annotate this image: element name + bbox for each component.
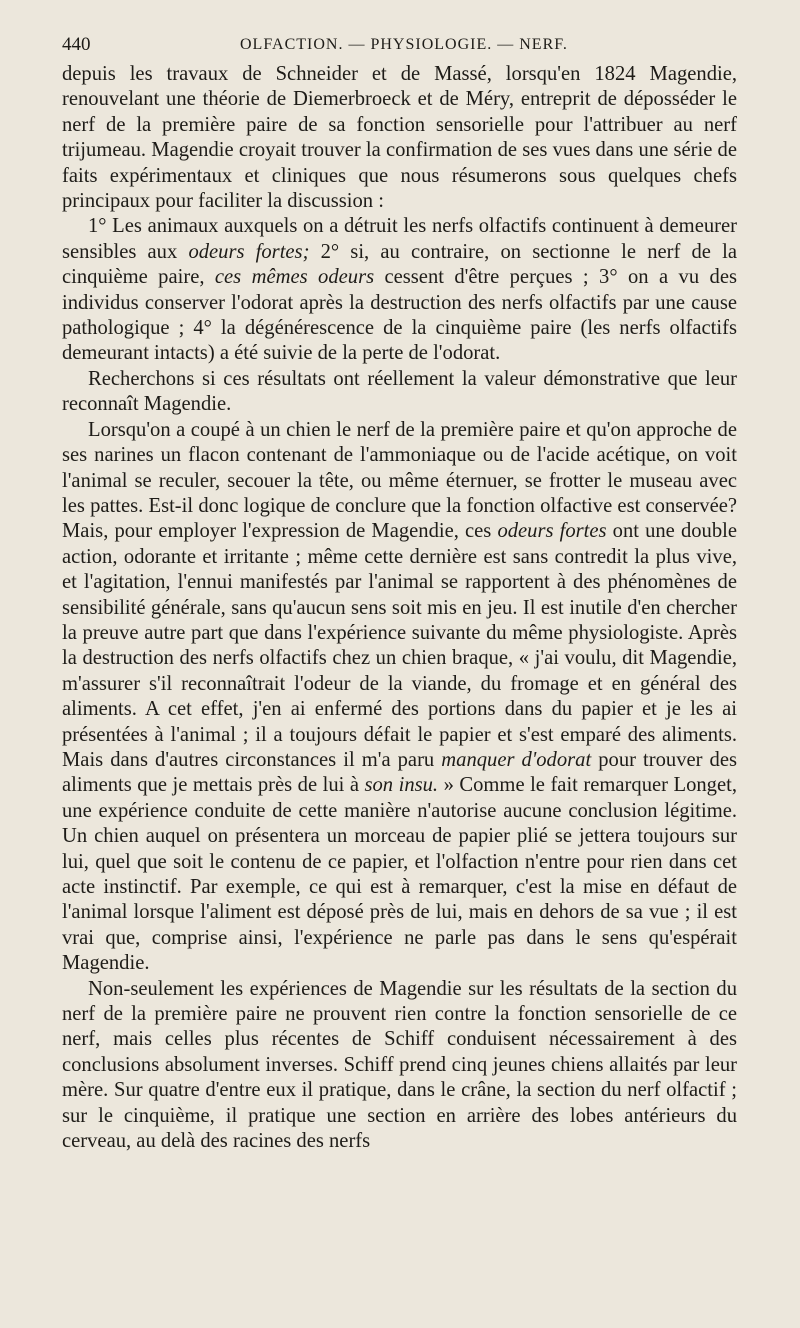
italic-run: son insu. [364, 774, 439, 797]
text-run: Lorsqu'on a coupé à un chien le nerf de la première paire et qu'on approche de ses narines un flacon contenant de l'ammoniaque ou de l'acide acétique, on voit l'animal se reculer, secouer la tête, ou même éternuer, se frotter le museau avec les pattes. Est-il donc logique de conclure que la fonction olfactive est conservée? Mais, pour employer l'expression de Magendie, ces [62, 418, 737, 543]
text-run: ont une double action, odorante et irritante ; même cette dernière est sans contredit la plus vive, et l'agitation, l'ennui manifestés par l'animal se rapportent à des phénomènes de sensibilité générale, sans qu'aucun sens soit mis en jeu. Il est inutile d'en chercher la preuve autre part que dans l'expérience suivante du même physiologiste. Après la destruction des nerfs olfactifs chez un chien braque, « j'ai voulu, dit Magendie, m'assurer s'il reconnaîtrait l'odeur de la viande, du fromage et en général des aliments. A cet effet, j'en ai enfermé des portions dans du papier et je les ai présentées à l'animal ; il a toujours défait le papier et s'est emparé des aliments. Mais dans d'autres circonstances il m'a paru [62, 520, 737, 771]
text-run: » Comme le fait remarquer Longet, une expérience conduite de cette manière n'autorise aucune conclusion légitime. Un chien auquel on présentera un morceau de papier plié se jettera toujours sur lui, quel que soit le contenu de ce papier, et l'olfaction n'entre pour rien dans cet acte instinctif. Par exemple, ce qui est à remarquer, c'est la mise en défaut de l'animal lorsque l'aliment est déposé près de lui, mais en dehors de sa vue ; il est vrai que, comprise ainsi, l'expérience ne parle pas dans le sens qu'espérait Magendie. [62, 774, 737, 975]
running-title: OLFACTION. — PHYSIOLOGIE. — NERF. [240, 36, 568, 53]
text-run: 1° Les animaux auxquels on a détruit les nerfs olfactifs continuent à demeurer sensibles aux [62, 215, 737, 263]
body-text [62, 62, 737, 1154]
text-run: pour trouver des aliments que je mettais près de lui à [62, 748, 737, 797]
paragraph-2 [62, 214, 737, 366]
italic-run: manquer d'odorat [441, 748, 592, 771]
italic-run: odeurs fortes [497, 520, 607, 543]
paragraph-1: depuis les travaux de Schneider et de Massé, lorsqu'en 1824 Magendie, renouvelant une théorie de Diemerbroeck et de Méry, entreprit de déposséder le nerf de la première paire de sa fonction sensorielle pour l'attribuer au nerf trijumeau. Magendie croyait trouver la confirmation de ses vues dans une série de faits expérimentaux et cliniques que nous résumerons sous quelques chefs principaux pour faciliter la discussion : [62, 63, 737, 213]
paragraph-3: Recherchons si ces résultats ont réellement la valeur démonstrative que leur reconnaît Magendie. [62, 367, 737, 416]
italic-run: ces mêmes odeurs [214, 266, 375, 289]
text-run: cessent d'être perçues ; 3° on a vu des individus conserver l'odorat après la destruction des nerfs olfactifs par une cause pathologique ; 4° la dégénérescence de la cinquième paire (les nerfs olfactifs demeurant intacts) a été suivie de la perte de l'odorat. [62, 266, 737, 365]
text-run: 2° si, au contraire, on sectionne le nerf de la cinquième paire, [62, 240, 737, 289]
page-number: 440 [62, 34, 91, 55]
page-header [62, 34, 738, 62]
paragraph-4 [62, 418, 737, 977]
italic-run: odeurs fortes; [188, 240, 310, 263]
paragraph-5: Non-seulement les expériences de Magendie sur les résultats de la section du nerf de la première paire ne prouvent rien contre la fonction sensorielle de ce nerf, mais celles plus récentes de Schiff conduisent nécessairement à des conclusions absolument inverses. Schiff prend cinq jeunes chiens allaités par leur mère. Sur quatre d'entre eux il pratique, dans le crâne, la section du nerf olfactif ; sur le cinquième, il pratique une section en arrière des lobes antérieurs du cerveau, au delà des racines des nerfs [62, 977, 737, 1153]
